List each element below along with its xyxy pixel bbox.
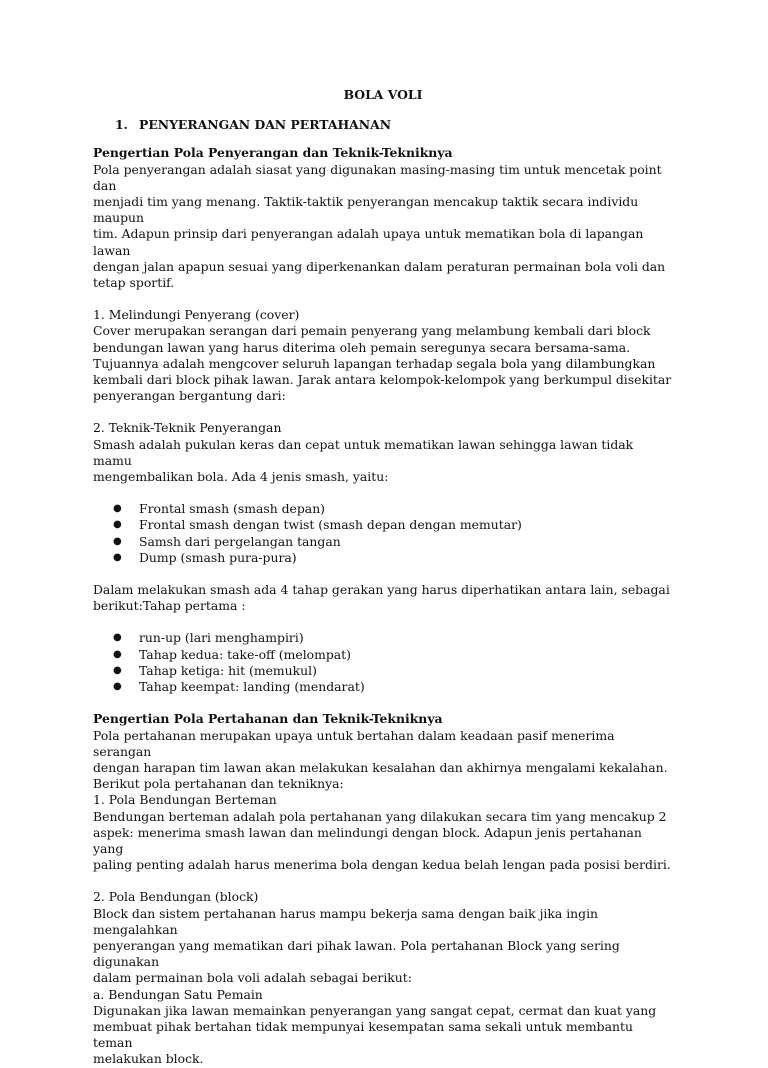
techniques-text-line: Smash adalah pukulan keras dan cepat untuk mematikan lawan sehingga lawan tidak mamu — [93, 436, 634, 468]
list-item-text: Frontal smash dengan twist (smash depan dengan memutar) — [139, 517, 522, 533]
list-item-text: Tahap kedua: take-off (melompat) — [139, 646, 351, 662]
berteman-text-line: aspek: menerima smash lawan dan melindungi dengan block. Adapun jenis pertahanan yang — [93, 824, 642, 856]
bullet-icon: ● — [113, 681, 122, 693]
list-item — [113, 663, 673, 679]
list-item — [113, 534, 673, 550]
techniques-text-line: mengembalikan bola. Ada 4 jenis smash, yaitu: — [93, 469, 389, 485]
bullet-icon: ● — [113, 632, 122, 644]
defense-intro-line: dengan harapan tim lawan akan melakukan kesalahan dan akhirnya mengalami kekalahan. — [93, 759, 668, 775]
single-block-title: a. Bendungan Satu Pemain — [93, 986, 263, 1002]
list-item — [113, 679, 673, 695]
attack-heading: Pengertian Pola Penyerangan dan Teknik-Tekniknya — [93, 145, 453, 161]
cover-text-line: penyerangan bergantung dari: — [93, 388, 286, 404]
bullet-icon: ● — [113, 519, 122, 531]
document-body — [93, 87, 673, 1068]
list-item-text: Tahap ketiga: hit (memukul) — [139, 662, 317, 678]
defense-heading: Pengertian Pola Pertahanan dan Teknik-Tekniknya — [93, 711, 443, 727]
attack-intro-line: tetap sportif. — [93, 275, 175, 291]
list-item-text: Frontal smash (smash depan) — [139, 501, 326, 517]
berteman-title: 1. Pola Bendungan Berteman — [93, 792, 277, 808]
berteman-text-line: paling penting adalah harus menerima bola dengan kedua belah lengan pada posisi berdiri. — [93, 857, 671, 873]
berteman-text-line: Bendungan berteman adalah pola pertahanan yang dilakukan secara tim yang mencakup 2 — [93, 808, 667, 824]
block-text-line: Block dan sistem pertahanan harus mampu bekerja sama dengan baik jika ingin mengalahkan — [93, 905, 599, 937]
block-text-line: penyerangan yang mematikan dari pihak lawan. Pola pertahanan Block yang sering digunakan — [93, 937, 620, 970]
smash-types-list — [93, 501, 673, 566]
bullet-icon: ● — [113, 551, 122, 563]
cover-text-line: kembali dari block pihak lawan. Jarak antara kelompok-kelompok yang berkumpul disekitar — [93, 372, 672, 388]
list-item — [113, 501, 673, 517]
bullet-icon: ● — [113, 535, 122, 547]
section-number: 1. — [115, 117, 128, 133]
list-item — [113, 647, 673, 663]
list-item-text: Dump (smash pura-pura) — [139, 549, 297, 565]
techniques-title: 2. Teknik-Teknik Penyerangan — [93, 420, 282, 436]
list-item — [113, 517, 673, 533]
single-block-text-line: melakukan block. — [93, 1051, 204, 1067]
attack-intro-line: menjadi tim yang menang. Taktik-taktik penyerangan mencakup taktik secara individu maupun — [93, 194, 639, 226]
section-heading-text: PENYERANGAN DAN PERTAHANAN — [139, 117, 392, 133]
defense-intro-line: Berikut pola pertahanan dan tekniknya: — [93, 776, 344, 792]
bullet-icon: ● — [113, 648, 122, 660]
bullet-icon: ● — [113, 664, 122, 676]
list-item-text: run-up (lari menghampiri) — [139, 630, 304, 646]
list-item — [113, 630, 673, 646]
defense-intro-line: Pola pertahanan merupakan upaya untuk bertahan dalam keadaan pasif menerima serangan — [93, 727, 615, 759]
cover-text-line: bendungan lawan yang harus diterima oleh pemain seregunya secara bersama-sama. — [93, 339, 631, 355]
single-block-text-line: membuat pihak bertahan tidak mempunyai kesempatan sama sekali untuk membantu teman — [93, 1018, 633, 1051]
list-item-text: Samsh dari pergelangan tangan — [139, 533, 341, 549]
attack-intro-line: Pola penyerangan adalah siasat yang digunakan masing-masing tim untuk mencetak point dan — [93, 161, 662, 193]
cover-text-line: Tujuannya adalah mengcover seluruh lapangan terhadap segala bola yang dilambungkan — [93, 355, 656, 371]
block-text-line: dalam permainan bola voli adalah sebagai berikut: — [93, 970, 412, 986]
block-title: 2. Pola Bendungan (block) — [93, 889, 259, 905]
smash-stages-list — [93, 630, 673, 695]
stages-text-line: Dalam melakukan smash ada 4 tahap gerakan yang harus diperhatikan antara lain, sebagai — [93, 582, 670, 598]
list-item-text: Tahap keempat: landing (mendarat) — [139, 679, 365, 695]
page-title: BOLA VOLI — [343, 87, 423, 102]
stages-text-line: berikut:Tahap pertama : — [93, 598, 246, 614]
cover-text-line: Cover merupakan serangan dari pemain penyerang yang melambung kembali dari block — [93, 323, 651, 339]
single-block-text-line: Digunakan jika lawan memainkan penyerangan yang sangat cepat, cermat dan kuat yang — [93, 1002, 657, 1018]
bullet-icon: ● — [113, 503, 122, 515]
attack-intro-line: tim. Adapun prinsip dari penyerangan adalah upaya untuk mematikan bola di lapangan lawan — [93, 226, 644, 258]
list-item — [113, 550, 673, 566]
attack-intro-line: dengan jalan apapun sesuai yang diperkenankan dalam peraturan permainan bola voli dan — [93, 258, 666, 274]
cover-title: 1. Melindungi Penyerang (cover) — [93, 307, 300, 323]
section-heading — [115, 117, 673, 133]
